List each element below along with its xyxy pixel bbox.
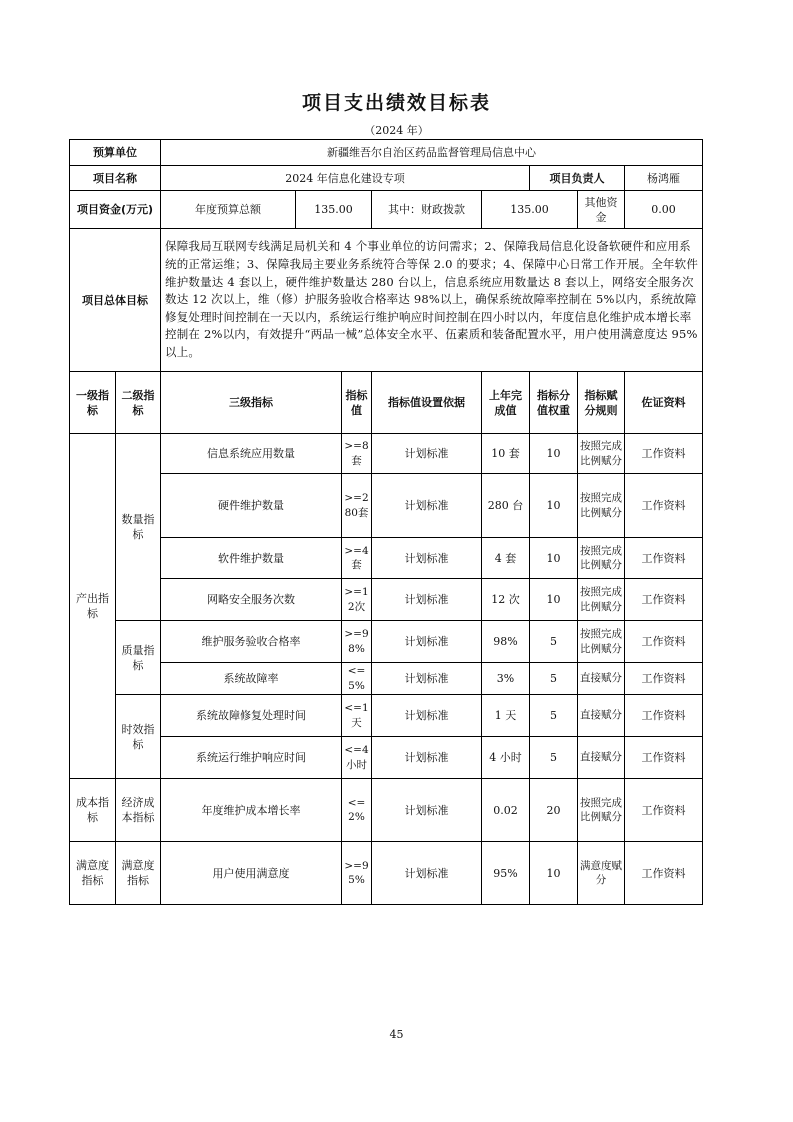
indicator-last: 1 天 [482, 695, 530, 737]
indicator-rule: 直接赋分 [578, 737, 625, 779]
indicator-weight: 20 [530, 779, 578, 842]
indicator-value: <=4小时 [342, 737, 372, 779]
indicator-name: 网略安全服务次数 [161, 579, 342, 621]
indicator-evidence: 工作资料 [625, 663, 703, 695]
indicator-weight: 10 [530, 579, 578, 621]
indicator-last: 98% [482, 621, 530, 663]
indicator-name: 用户使用满意度 [161, 842, 342, 905]
indicator-last: 10 套 [482, 434, 530, 474]
indicator-last: 4 套 [482, 538, 530, 579]
header-row [70, 372, 703, 434]
indicator-weight: 10 [530, 538, 578, 579]
indicator-weight: 10 [530, 842, 578, 905]
indicator-rule: 按照完成比例赋分 [578, 538, 625, 579]
table-row [70, 779, 703, 842]
indicator-basis: 计划标准 [372, 779, 482, 842]
project-value: 2024 年信息化建设专项 [161, 166, 530, 191]
indicator-name: 信息系统应用数量 [161, 434, 342, 474]
table-row [70, 737, 703, 779]
fiscal-label: 其中：财政拨款 [372, 191, 482, 229]
level2-satisfaction: 满意度指标 [116, 842, 161, 905]
indicator-rule: 按照完成比例赋分 [578, 579, 625, 621]
indicator-evidence: 工作资料 [625, 779, 703, 842]
indicator-value: >=4套 [342, 538, 372, 579]
header-basis: 指标值设置依据 [372, 372, 482, 434]
indicator-evidence: 工作资料 [625, 737, 703, 779]
performance-table [69, 139, 703, 905]
indicator-weight: 10 [530, 434, 578, 474]
level1-cost: 成本指标 [70, 779, 116, 842]
header-level2: 二级指标 [116, 372, 161, 434]
indicator-name: 维护服务验收合格率 [161, 621, 342, 663]
page-title: 项目支出绩效目标表 [301, 92, 491, 114]
indicator-value: <=2% [342, 779, 372, 842]
indicator-evidence: 工作资料 [625, 621, 703, 663]
leader-label: 项目负责人 [530, 166, 625, 191]
indicator-weight: 5 [530, 737, 578, 779]
indicator-basis: 计划标准 [372, 579, 482, 621]
indicator-rule: 按照完成比例赋分 [578, 779, 625, 842]
goal-label: 项目总体目标 [70, 229, 161, 372]
header-rule: 指标赋分规则 [578, 372, 625, 434]
header-last: 上年完成值 [482, 372, 530, 434]
level1-satisfaction: 满意度指标 [70, 842, 116, 905]
indicator-basis: 计划标准 [372, 663, 482, 695]
indicator-last: 3% [482, 663, 530, 695]
indicator-last: 0.02 [482, 779, 530, 842]
indicator-evidence: 工作资料 [625, 538, 703, 579]
indicator-basis: 计划标准 [372, 538, 482, 579]
table-row [70, 842, 703, 905]
project-label: 项目名称 [70, 166, 161, 191]
indicator-basis: 计划标准 [372, 842, 482, 905]
level2-quality: 质量指标 [116, 621, 161, 695]
annual-budget-label: 年度预算总额 [161, 191, 296, 229]
indicator-value: >=8套 [342, 434, 372, 474]
table-row [70, 695, 703, 737]
indicator-rule: 满意度赋分 [578, 842, 625, 905]
goal-row [70, 229, 703, 372]
header-evidence: 佐证资料 [625, 372, 703, 434]
indicator-evidence: 工作资料 [625, 842, 703, 905]
indicator-value: <=1天 [342, 695, 372, 737]
header-level1: 一级指标 [70, 372, 116, 434]
annual-budget-value: 135.00 [296, 191, 372, 229]
funds-row [70, 191, 703, 229]
indicator-last: 12 次 [482, 579, 530, 621]
indicator-weight: 10 [530, 474, 578, 538]
unit-value: 新疆维吾尔自治区药品监督管理局信息中心 [161, 140, 703, 166]
header-level3: 三级指标 [161, 372, 342, 434]
indicator-basis: 计划标准 [372, 621, 482, 663]
table-row [70, 621, 703, 663]
indicator-rule: 按照完成比例赋分 [578, 474, 625, 538]
indicator-name: 硬件维护数量 [161, 474, 342, 538]
header-value: 指标值 [342, 372, 372, 434]
level2-timeliness: 时效指标 [116, 695, 161, 779]
indicator-rule: 直接赋分 [578, 695, 625, 737]
indicator-value: >=95% [342, 842, 372, 905]
indicator-name: 软件维护数量 [161, 538, 342, 579]
indicator-rule: 按照完成比例赋分 [578, 434, 625, 474]
level1-output: 产出指标 [70, 434, 116, 779]
indicator-evidence: 工作资料 [625, 579, 703, 621]
indicator-evidence: 工作资料 [625, 474, 703, 538]
unit-row [70, 140, 703, 166]
indicator-last: 280 台 [482, 474, 530, 538]
other-label: 其他资金 [578, 191, 625, 229]
level2-quantity: 数量指标 [116, 434, 161, 621]
year-label: （2024 年） [364, 124, 429, 137]
indicator-evidence: 工作资料 [625, 695, 703, 737]
indicator-value: >=12次 [342, 579, 372, 621]
funds-label: 项目资金(万元) [70, 191, 161, 229]
indicator-name: 系统故障修复处理时间 [161, 695, 342, 737]
project-row [70, 166, 703, 191]
leader-value: 杨鸿雁 [625, 166, 703, 191]
fiscal-value: 135.00 [482, 191, 578, 229]
indicator-basis: 计划标准 [372, 474, 482, 538]
indicator-name: 年度维护成本增长率 [161, 779, 342, 842]
unit-label: 预算单位 [70, 140, 161, 166]
indicator-evidence: 工作资料 [625, 434, 703, 474]
indicator-last: 95% [482, 842, 530, 905]
indicator-weight: 5 [530, 663, 578, 695]
indicator-basis: 计划标准 [372, 695, 482, 737]
table-row [70, 474, 703, 538]
indicator-basis: 计划标准 [372, 737, 482, 779]
indicator-weight: 5 [530, 621, 578, 663]
table-row [70, 579, 703, 621]
indicator-value: <=5% [342, 663, 372, 695]
table-row [70, 538, 703, 579]
indicator-name: 系统运行维护响应时间 [161, 737, 342, 779]
table-row [70, 663, 703, 695]
indicator-weight: 5 [530, 695, 578, 737]
indicator-value: >=98% [342, 621, 372, 663]
level2-economic: 经济成本指标 [116, 779, 161, 842]
header-weight: 指标分值权重 [530, 372, 578, 434]
other-value: 0.00 [625, 191, 703, 229]
table-row [70, 434, 703, 474]
indicator-rule: 按照完成比例赋分 [578, 621, 625, 663]
indicator-name: 系统故障率 [161, 663, 342, 695]
page-number: 45 [389, 1028, 404, 1041]
indicator-last: 4 小时 [482, 737, 530, 779]
indicator-rule: 直接赋分 [578, 663, 625, 695]
goal-text: 保障我局互联网专线满足局机关和 4 个事业单位的访问需求；2、保障我局信息化设备软硬件和应用系统的正常运维；3、保障我局主要业务系统符合等保 2.0 的要求；4、保障中心日常工作开展。全年软件维护数量达 4 套以上，硬件维护数量达 280 台以上，信息系统应用数量达 8 套以上，网络安全服务次数达 12 次以上，维（修）护服务验收合格率达 98%以上，确保系统故障率控制在 5%以内，系统故障修复处理时间控制在一天以内，系统运行维护响应时间控制在四小时以内，年度信息化维护成本增长率控制在 2%以内，有效提升“两品一械”总体安全水平、伍素质和装备配置水平，用户使用满意度达 95%以上。 [161, 229, 703, 372]
indicator-value: >=280套 [342, 474, 372, 538]
indicator-basis: 计划标准 [372, 434, 482, 474]
